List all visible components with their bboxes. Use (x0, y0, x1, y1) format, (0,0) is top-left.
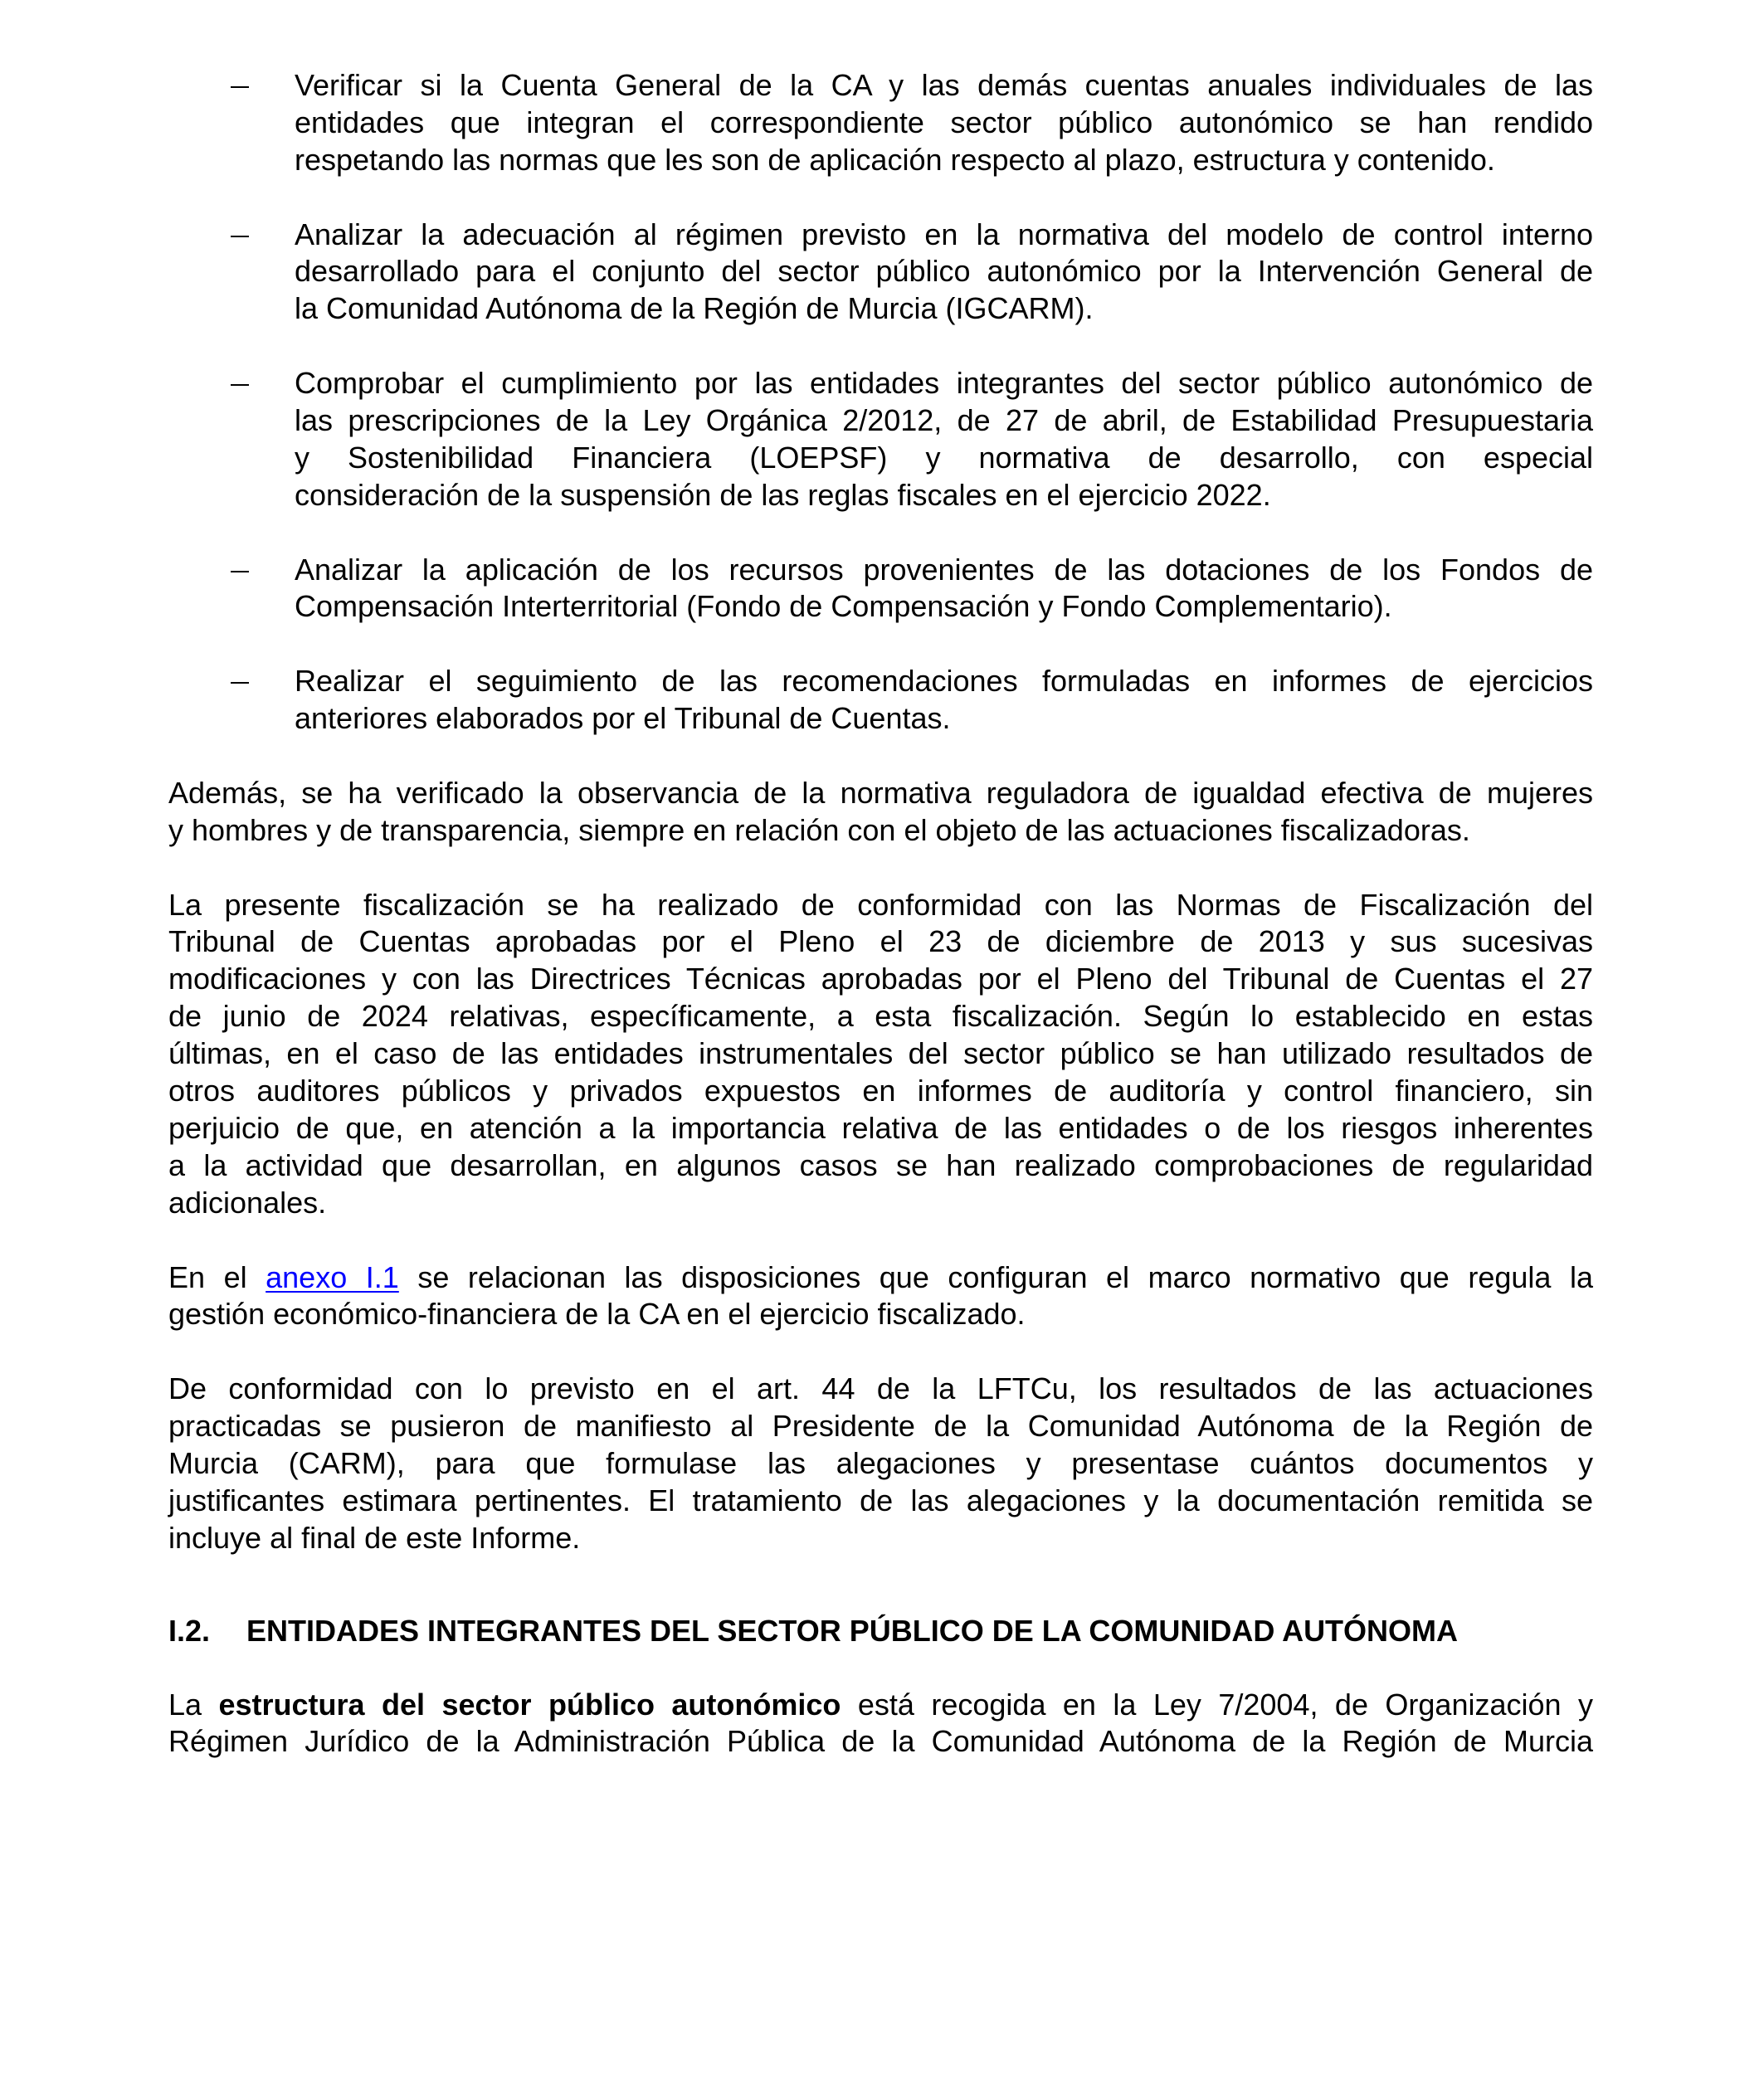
document-page (168, 67, 1593, 1798)
objective-list-item (168, 552, 1593, 626)
text-line: Analizar la adecuación al régimen previsto en la normativa del modelo de control interno (295, 217, 1593, 251)
text-line: Compensación Interterritorial (Fondo de Compensación y Fondo Complementario). (295, 589, 1392, 624)
text-line: Verificar si la Cuenta General de la CA y las demás cuentas anuales individuales de las (295, 68, 1593, 102)
text-line: modificaciones y con las Directrices Técnicas aprobadas por el Pleno del Tribunal de Cuentas el 27 (168, 962, 1593, 996)
text-line: últimas, en el caso de las entidades instrumentales del sector público se han utilizado resultados de (168, 1036, 1593, 1071)
text-line: De conformidad con lo previsto en el art. 44 de la LFTCu, los resultados de las actuaciones (168, 1371, 1593, 1406)
text-fragment: La (168, 1687, 202, 1722)
text-line: consideración de la suspensión de las reglas fiscales en el ejercicio 2022. (295, 477, 1271, 512)
text-line (168, 1687, 1593, 1724)
objective-list-item (168, 217, 1593, 329)
text-line: justificantes estimara pertinentes. El tratamiento de las alegaciones y la documentación remitida se (168, 1483, 1593, 1517)
annex-i1-link[interactable]: anexo I.1 (266, 1259, 399, 1294)
text-line: y Sostenibilidad Financiera (LOEPSF) y normativa de desarrollo, con especial (295, 440, 1593, 475)
text-line: Tribunal de Cuentas aprobadas por el Pleno el 23 de diciembre de 2013 y sus sucesivas (168, 924, 1593, 959)
text-line: respetando las normas que les son de aplicación respecto al plazo, estructura y contenido. (295, 142, 1495, 177)
text-line: incluye al final de este Informe. (168, 1520, 581, 1555)
text-fragment: está recogida en la Ley 7/2004, de Organización y (857, 1687, 1593, 1722)
text-line: Además, se ha verificado la observancia de la normativa reguladora de igualdad efectiva de mujeres (168, 775, 1593, 810)
paragraph-equality-transparency (168, 775, 1593, 850)
text-line: anteriores elaborados por el Tribunal de Cuentas. (295, 701, 951, 736)
text-line: La presente fiscalización se ha realizado de conformidad con las Normas de Fiscalización del (168, 887, 1593, 922)
text-line: gestión económico-financiera de la CA en el ejercicio fiscalizado. (168, 1297, 1026, 1332)
en-dash-bullet-icon (231, 663, 249, 700)
text-line: desarrollado para el conjunto del sector público autonómico por la Intervención General de (295, 254, 1593, 289)
en-dash-bullet-icon (231, 217, 249, 254)
en-dash-bullet-icon (231, 365, 249, 402)
objective-list-item (168, 67, 1593, 179)
en-dash-bullet-icon (231, 552, 249, 589)
text-line: Régimen Jurídico de la Administración Pública de la Comunidad Autónoma de la Región de Murcia (168, 1724, 1593, 1759)
text-fragment: En el (168, 1259, 247, 1294)
paragraph-annex-reference (168, 1259, 1593, 1334)
text-line: Comprobar el cumplimiento por las entidades integrantes del sector público autonómico de (295, 366, 1593, 401)
objective-list-item (168, 663, 1593, 738)
en-dash-bullet-icon (231, 67, 249, 105)
paragraph-allegations (168, 1371, 1593, 1556)
text-line: perjuicio de que, en atención a la importancia relativa de las entidades o de los riesgos inherentes (168, 1110, 1593, 1145)
text-line: Realizar el seguimiento de las recomendaciones formuladas en informes de ejercicios (295, 664, 1593, 699)
text-line (168, 1259, 1593, 1297)
paragraph-public-sector-structure (168, 1687, 1593, 1761)
text-line: Analizar la aplicación de los recursos provenientes de las dotaciones de los Fondos de (295, 552, 1593, 587)
text-line: adicionales. (168, 1185, 327, 1220)
text-line: a la actividad que desarrollan, en algunos casos se han realizado comprobaciones de regularidad (168, 1147, 1593, 1182)
text-line: de junio de 2024 relativas, específicamente, a esta fiscalización. Según lo establecido en estas (168, 999, 1593, 1034)
text-line: las prescripciones de la Ley Orgánica 2/2012, de 27 de abril, de Estabilidad Presupuestaria (295, 403, 1593, 438)
text-line: y hombres y de transparencia, siempre en relación con el objeto de las actuaciones fiscalizadoras. (168, 812, 1470, 847)
objective-list-item (168, 365, 1593, 514)
text-fragment: se relacionan las disposiciones que configuran el marco normativo que regula la (417, 1259, 1593, 1294)
text-line: la Comunidad Autónoma de la Región de Murcia (IGCARM). (295, 291, 1094, 326)
text-line: entidades que integran el correspondiente sector público autonómico se han rendido (295, 105, 1593, 139)
text-line: practicadas se pusieron de manifiesto al Presidente de la Comunidad Autónoma de la Región de (168, 1409, 1593, 1444)
section-number: I.2. (168, 1613, 211, 1648)
text-line: Murcia (CARM), para que formulase las alegaciones y presentase cuántos documentos y (168, 1445, 1593, 1480)
paragraph-audit-standards (168, 887, 1593, 1222)
text-line: otros auditores públicos y privados expuestos en informes de auditoría y control financiero, sin (168, 1074, 1593, 1108)
section-heading (168, 1613, 1593, 1650)
section-title: ENTIDADES INTEGRANTES DEL SECTOR PÚBLICO DE LA COMUNIDAD AUTÓNOMA (246, 1613, 1459, 1648)
bold-term: estructura del sector público autonómico (218, 1687, 841, 1722)
